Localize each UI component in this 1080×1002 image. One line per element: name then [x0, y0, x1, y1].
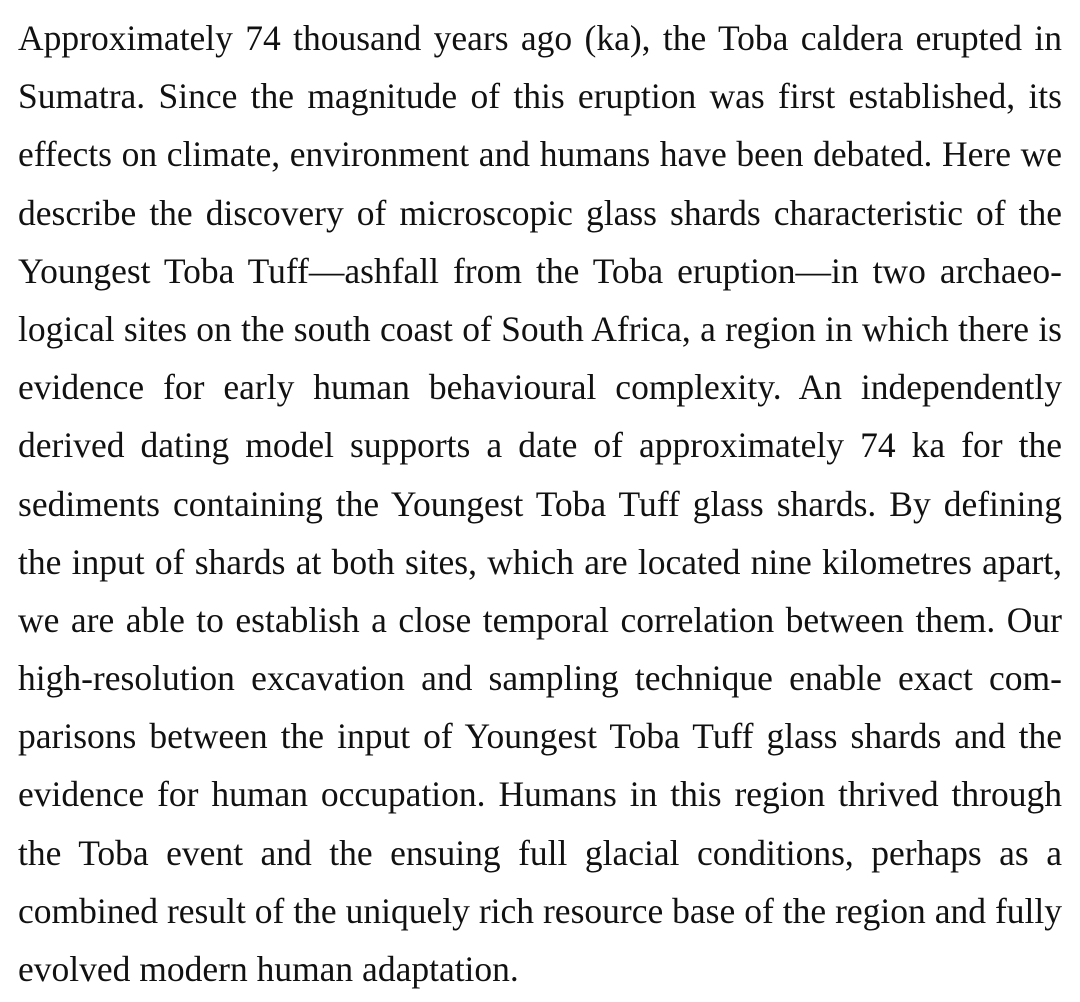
text-line: sediments containing the Youngest Toba Tuff glass shards. By defining	[18, 483, 1062, 524]
text-line: evidence for human occupation. Humans in this region thrived through	[18, 774, 1062, 815]
text-line: Approximately 74 thousand years ago (ka), the Toba caldera erupted in	[18, 18, 1062, 58]
text-line: we are able to establish a close temporal correlation between them. Our	[18, 599, 1062, 640]
text-line: the input of shards at both sites, which are located nine kilometres apart,	[18, 541, 1062, 582]
text-line: effects on climate, environment and humans have been debated. Here we	[18, 134, 1062, 175]
text-line: Youngest Toba Tuff—ashfall from the Toba eruption—in two archaeo-	[18, 250, 1062, 291]
text-line: describe the discovery of microscopic glass shards characteristic of the	[18, 192, 1062, 233]
text-line: combined result of the uniquely rich resource base of the region and fully	[18, 890, 1062, 931]
text-line: logical sites on the south coast of South Africa, a region in which there is	[18, 308, 1062, 349]
text-line: derived dating model supports a date of approximately 74 ka for the	[18, 425, 1062, 466]
text-line: parisons between the input of Youngest Toba Tuff glass shards and the	[18, 716, 1062, 757]
text-line: evolved modern human adaptation.	[18, 949, 519, 989]
text-line: the Toba event and the ensuing full glacial conditions, perhaps as a	[18, 832, 1062, 873]
text-line: evidence for early human behavioural complexity. An independently	[18, 367, 1062, 408]
abstract-text	[18, 9, 1062, 998]
text-line: Sumatra. Since the magnitude of this eruption was first established, its	[18, 76, 1062, 117]
text-line: high-resolution excavation and sampling technique enable exact com-	[18, 658, 1062, 699]
